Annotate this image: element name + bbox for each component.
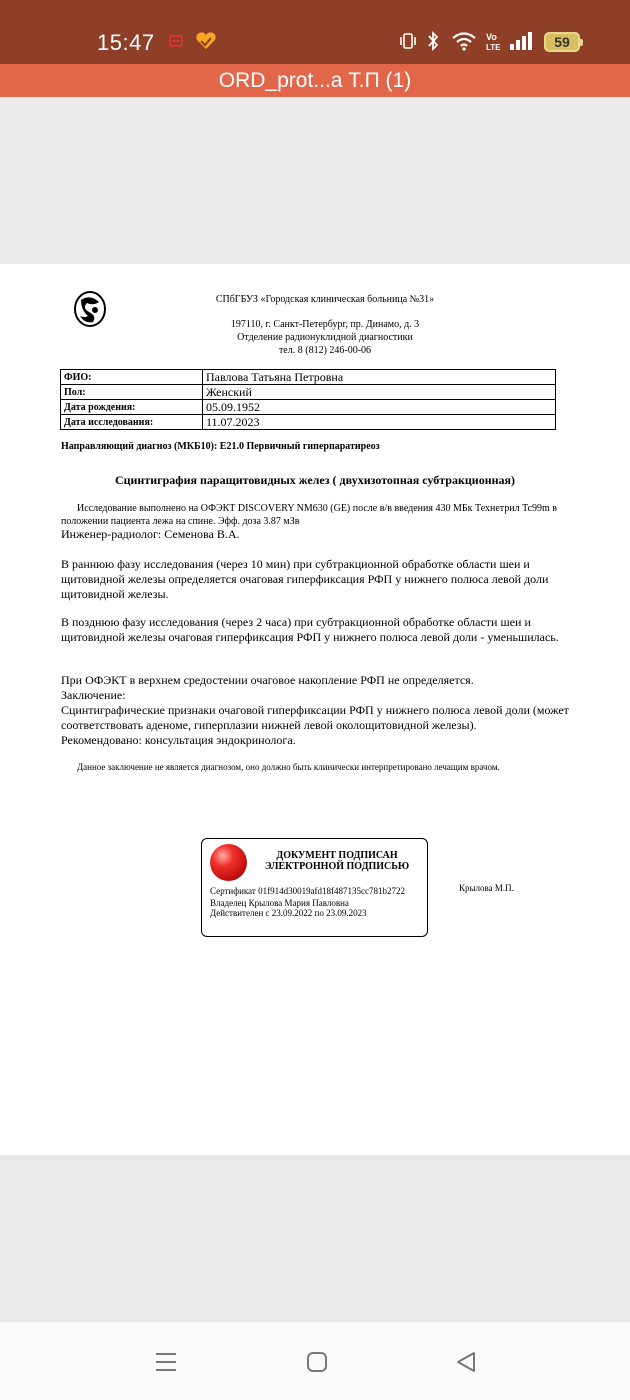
volte-icon: [484, 30, 504, 52]
signature-title-line2: ЭЛЕКТРОННОЙ ПОДПИСЬЮ: [264, 861, 410, 872]
heart-app-icon: [195, 30, 217, 52]
signature-title-line1: ДОКУМЕНТ ПОДПИСАН: [276, 850, 398, 861]
table-label: Пол:: [61, 385, 203, 400]
disclaimer-text: Данное заключение не является диагнозом, оно должно быть клинически интерпретировано лечащим врачом.: [77, 762, 500, 772]
org-address: 197110, г. Санкт-Петербург, пр. Динамо, д. 3: [230, 319, 420, 330]
table-value: Женский: [203, 385, 556, 400]
wifi-icon: [451, 30, 477, 52]
certificate-owner: Владелец Крылова Мария Павловна: [210, 898, 349, 908]
spect-text: При ОФЭКТ в верхнем средостении очаговое накопление РФП не определяется.: [61, 673, 474, 687]
svg-text:LTE: LTE: [486, 43, 501, 52]
navigation-bar: [0, 1322, 630, 1400]
table-value: Павлова Татьяна Петровна: [203, 370, 556, 385]
late-phase-text: В позднюю фазу исследования (через 2 часа) при субтракционной обработке области шеи и щитовидной железы очаговая гиперфиксация РФП у нижнего полюса левой доли - уменьшилась.: [61, 615, 559, 644]
table-label: Дата исследования:: [61, 415, 203, 430]
certificate-number: Сертификат 01f914d30019afd18f487135cc781b2722: [210, 886, 406, 896]
seal-icon: [210, 844, 247, 881]
recommendation-text: Рекомендовано: консультация эндокринолога.: [61, 733, 296, 747]
table-row: [61, 370, 556, 385]
status-bar: [0, 0, 630, 64]
record-icon: [168, 30, 184, 52]
procedure-text: Исследование выполнено на ОФЭКТ DISCOVERY NM630 (GE) после в/в введения 430 МБк Технетрил Tc99m в положении пациента лежа на спине. Эфф. доза 3.87 мЗв: [61, 503, 557, 527]
org-phone: тел. 8 (812) 246-00-06: [278, 345, 372, 356]
bluetooth-icon: [426, 30, 440, 52]
patient-table: [60, 369, 556, 430]
table-row: [61, 400, 556, 415]
hospital-logo-icon: [73, 290, 107, 328]
engineer-name: Инженер-радиолог: Семенова В.А.: [61, 527, 240, 541]
conclusion-text: Сцинтиграфические признаки очаговой гиперфиксации РФП у нижнего полюса левой доли (может соответствовать аденоме, гиперплазии нижней левой околощитовидной железы).: [61, 703, 569, 732]
certificate-validity: Действителен с 23.09.2022 по 23.09.2023: [210, 908, 367, 918]
org-department: Отделение радионуклидной диагностики: [237, 332, 413, 343]
status-time: 15:47: [97, 30, 155, 55]
vibrate-icon: [398, 30, 418, 52]
findings-block: [61, 673, 571, 748]
org-name: СПбГБУЗ «Городская клиническая больница №31»: [215, 294, 435, 305]
table-label: ФИО:: [61, 370, 203, 385]
table-row: [61, 415, 556, 430]
document-title[interactable]: ORD_prot...а Т.П (1): [0, 64, 630, 97]
menu-icon[interactable]: [146, 1342, 186, 1382]
early-phase-text: В раннюю фазу исследования (через 10 мин) при субтракционной обработке области шеи и щитовидной железы определяется очаговая гиперфиксация РФП у нижнего полюса левой доли щитовидной железы.: [61, 557, 549, 601]
study-title: Сцинтиграфия паращитовидных желез ( двухизотопная субтракционная): [114, 473, 516, 487]
table-value: 11.07.2023: [203, 415, 556, 430]
table-label: Дата рождения:: [61, 400, 203, 415]
table-value: 05.09.1952: [203, 400, 556, 415]
signal-icon: [508, 30, 536, 52]
battery-icon: 59: [544, 32, 580, 52]
conclusion-label: Заключение:: [61, 688, 126, 702]
signer-name: Крылова М.П.: [459, 883, 514, 893]
signature-title: [252, 850, 422, 872]
table-row: [61, 385, 556, 400]
back-icon[interactable]: [446, 1342, 486, 1382]
e-signature-stamp: [201, 838, 428, 937]
svg-text:Vo: Vo: [486, 32, 497, 42]
org-contacts: [120, 318, 530, 357]
referral-diagnosis: Направляющий диагноз (МКБ10): E21.0 Первичный гиперпаратиреоз: [61, 441, 380, 452]
home-icon[interactable]: [297, 1342, 337, 1382]
